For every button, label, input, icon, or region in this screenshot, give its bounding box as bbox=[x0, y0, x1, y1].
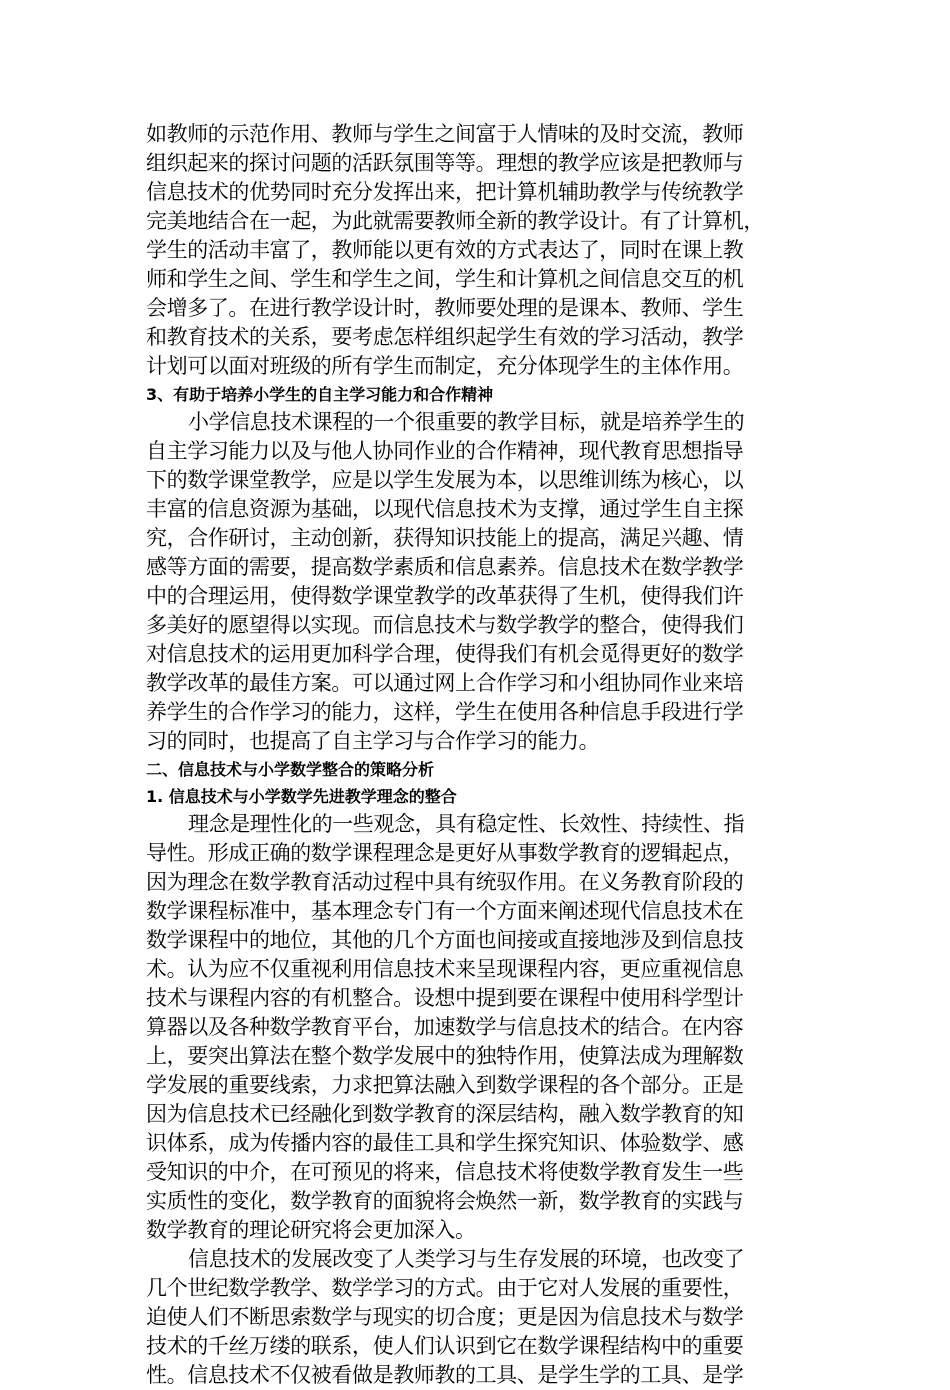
text-line: 组织起来的探讨问题的活跃氛围等等。理想的教学应该是把教师与 bbox=[146, 151, 744, 175]
text-line: 和教育技术的关系，要考虑怎样组织起学生有效的学习活动，教学 bbox=[146, 325, 744, 349]
text-line: 下的数学课堂教学，应是以学生发展为本，以思维训练为核心，以 bbox=[146, 468, 744, 492]
text-line: 理念是理性化的一些观念，具有稳定性、长效性、持续性、指 bbox=[188, 812, 745, 836]
paragraph-section-1b bbox=[146, 1245, 816, 1390]
paragraph-section-3 bbox=[146, 408, 816, 756]
text-line: 信息技术的优势同时充分发挥出来，把计算机辅助教学与传统教学 bbox=[146, 180, 744, 204]
text-line: 学发展的重要线索，力求把算法融入到数学课程的各个部分。正是 bbox=[146, 1073, 744, 1097]
text-line: 实质性的变化，数学教育的面貌将会焕然一新，数学教育的实践与 bbox=[146, 1189, 744, 1213]
text-line: 因为信息技术已经融化到数学教育的深层结构，融入数学教育的知 bbox=[146, 1102, 744, 1126]
text-line: 术。认为应不仅重视利用信息技术来呈现课程内容，更应重视信息 bbox=[146, 957, 744, 981]
text-line: 因为理念在数学教育活动过程中具有统驭作用。在义务教育阶段的 bbox=[146, 870, 744, 894]
text-line: 师和学生之间、学生和学生之间，学生和计算机之间信息交互的机 bbox=[146, 267, 744, 291]
part-heading-2: 二、信息技术与小学数学整合的策略分析 bbox=[146, 760, 435, 779]
text-line: 对信息技术的运用更加科学合理，使得我们有机会觅得更好的数学 bbox=[146, 642, 744, 666]
text-line: 迫使人们不断思索数学与现实的切合度；更是因为信息技术与数学 bbox=[146, 1305, 744, 1329]
text-line: 算器以及各种数学教育平台，加速数学与信息技术的结合。在内容 bbox=[146, 1015, 744, 1039]
text-line: 多美好的愿望得以实现。而信息技术与数学教学的整合，使得我们 bbox=[146, 613, 744, 637]
text-line: 导性。形成正确的数学课程理念是更好从事数学教育的逻辑起点， bbox=[146, 841, 744, 865]
text-line: 感等方面的需要，提高数学素质和信息素养。信息技术在数学教学 bbox=[146, 555, 744, 579]
text-line: 中的合理运用，使得数学课堂教学的改革获得了生机，使得我们许 bbox=[146, 584, 744, 608]
text-line: 完美地结合在一起，为此就需要教师全新的教学设计。有了计算机， bbox=[146, 209, 764, 233]
text-line: 教学改革的最佳方案。可以通过网上合作学习和小组协同作业来培 bbox=[146, 671, 744, 695]
text-line: 丰富的信息资源为基础，以现代信息技术为支撑，通过学生自主探 bbox=[146, 497, 744, 521]
text-line: 信息技术的发展改变了人类学习与生存发展的环境，也改变了 bbox=[188, 1247, 745, 1271]
text-line: 上，要突出算法在整个数学发展中的独特作用，使算法成为理解数 bbox=[146, 1044, 744, 1068]
text-line: 如教师的示范作用、教师与学生之间富于人情味的及时交流，教师 bbox=[146, 122, 744, 146]
section-heading-3: 3、有助于培养小学生的自主学习能力和合作精神 bbox=[146, 385, 494, 404]
text-line: 受知识的中介，在可预见的将来，信息技术将使数学教育发生一些 bbox=[146, 1160, 744, 1184]
paragraph-intro bbox=[146, 120, 816, 381]
paragraph-section-1 bbox=[146, 810, 816, 1245]
text-line: 数学课程标准中，基本理念专门有一个方面来阐述现代信息技术在 bbox=[146, 899, 744, 923]
text-line: 数学教育的理论研究将会更加深入。 bbox=[146, 1218, 476, 1242]
text-line: 识体系，成为传播内容的最佳工具和学生探究知识、体验数学、感 bbox=[146, 1131, 744, 1155]
text-line: 技术与课程内容的有机整合。设想中提到要在课程中使用科学型计 bbox=[146, 986, 744, 1010]
text-line: 习的同时，也提高了自主学习与合作学习的能力。 bbox=[146, 729, 600, 753]
section-heading-1: 1. 信息技术与小学数学先进教学理念的整合 bbox=[146, 787, 457, 806]
text-line: 养学生的合作学习的能力，这样，学生在使用各种信息手段进行学 bbox=[146, 700, 744, 724]
text-line: 学生的活动丰富了，教师能以更有效的方式表达了，同时在课上教 bbox=[146, 238, 744, 262]
text-line: 几个世纪数学教学、数学学习的方式。由于它对人发展的重要性， bbox=[146, 1276, 744, 1300]
text-line: 自主学习能力以及与他人协同作业的合作精神，现代教育思想指导 bbox=[146, 439, 744, 463]
text-line: 小学信息技术课程的一个很重要的教学目标，就是培养学生的 bbox=[188, 410, 745, 434]
text-line: 技术的千丝万缕的联系，使人们认识到它在数学课程结构中的重要 bbox=[146, 1334, 744, 1358]
text-line: 计划可以面对班级的所有学生而制定，充分体现学生的主体作用。 bbox=[146, 354, 744, 378]
document-page bbox=[146, 120, 816, 1390]
text-line: 数学课程中的地位，其他的几个方面也间接或直接地涉及到信息技 bbox=[146, 928, 744, 952]
text-line: 性。信息技术不仅被看做是教师教的工具、是学生学的工具、是学 bbox=[146, 1363, 744, 1387]
text-line: 会增多了。在进行教学设计时，教师要处理的是课本、教师、学生 bbox=[146, 296, 744, 320]
text-line: 究，合作研讨，主动创新，获得知识技能上的提高，满足兴趣、情 bbox=[146, 526, 744, 550]
